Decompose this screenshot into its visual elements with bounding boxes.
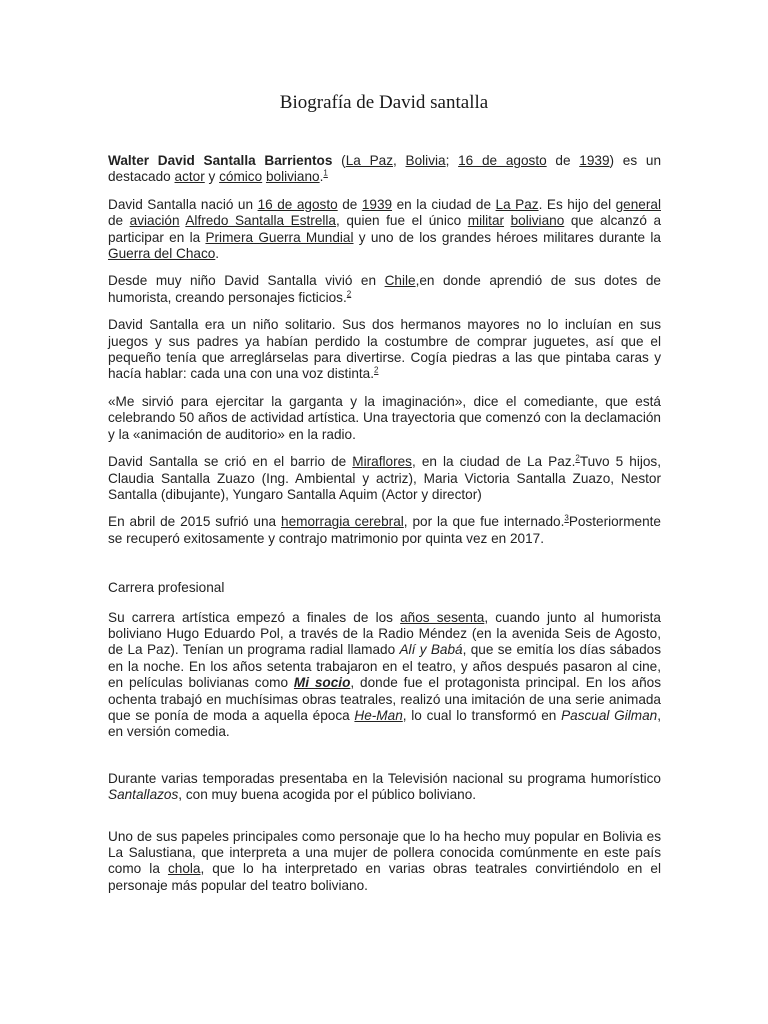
text: . Es hijo del bbox=[538, 196, 616, 212]
text: que alcanzó a participar en la bbox=[108, 213, 662, 245]
reference-2[interactable]: 2 bbox=[575, 453, 580, 463]
text: y bbox=[204, 169, 220, 185]
page-title: Biografía de David santalla bbox=[279, 92, 489, 113]
paragraph-television bbox=[108, 771, 661, 804]
link-primera-guerra-mundial[interactable]: Primera Guerra Mundial bbox=[205, 229, 354, 245]
paragraph-salustiana bbox=[108, 829, 661, 895]
link-1939[interactable]: 1939 bbox=[579, 153, 610, 168]
text: ,en donde aprendió de sus dotes de humorista, creando personajes ficticios. bbox=[108, 273, 661, 305]
link-16-de-agosto[interactable]: 16 de agosto bbox=[257, 196, 338, 212]
link-boliviano[interactable]: boliviano bbox=[265, 169, 320, 185]
link-he-man[interactable] bbox=[354, 708, 402, 723]
link-la-paz[interactable]: La Paz bbox=[345, 153, 393, 168]
reference-2[interactable]: 2 bbox=[346, 289, 352, 299]
link-chola[interactable]: chola bbox=[167, 861, 201, 877]
text: Durante varias temporadas presentaba en la Televisión nacional su programa humorístico bbox=[108, 770, 661, 786]
link-hemorragia-cerebral[interactable]: hemorragia cerebral bbox=[281, 514, 404, 530]
link-chile[interactable]: Chile bbox=[384, 273, 416, 289]
text: , donde fue el protagonista principal. En los años ochenta trabajó en muchísimas obras teatrales, realizó una imitación de una serie animada que se ponía de moda a aquella época bbox=[108, 675, 661, 723]
text: , quien fue el único bbox=[336, 213, 468, 229]
reference-1[interactable]: 1 bbox=[323, 168, 328, 178]
reference-3[interactable]: 3 bbox=[564, 513, 569, 523]
italic-pascual-gilman: Pascual Gilman bbox=[561, 707, 658, 723]
link-bolivia[interactable]: Bolivia bbox=[405, 153, 446, 168]
text: «Me sirvió para ejercitar la garganta y la imaginación», dice el comediante, que está celebrando 50 años de actividad artística. Una trayectoria que comenzó con la declamación y la «animación de auditorio» en la radio. bbox=[108, 393, 661, 442]
text: de bbox=[546, 153, 580, 168]
text: , por la que fue internado. bbox=[403, 514, 565, 530]
text: Uno de sus papeles principales como personaje que lo ha hecho muy popular en Bolivia es La Salustiana, que interpreta a una mujer de pollera conocida comúnmente en este país como la bbox=[108, 828, 661, 877]
text: , que lo ha interpretado en varias obras teatrales convirtiéndolo en el personaje más popular del teatro boliviano. bbox=[108, 861, 662, 893]
text: David Santalla se crió en el barrio de bbox=[108, 454, 353, 470]
link-alfredo-santalla-estrella[interactable]: Alfredo Santalla Estrella bbox=[185, 213, 336, 229]
paragraph-quote bbox=[108, 394, 661, 443]
text: . bbox=[319, 169, 324, 185]
text: Tuvo 5 hijos, Claudia Santalla Zuazo (Ing. Ambiental y actriz), Maria Victoria Santalla Zuazo, Nestor Santalla (dibujante), Yungaro Santalla Aquim (Actor y director) bbox=[108, 454, 661, 502]
text: ) es un destacado bbox=[108, 153, 662, 185]
text: . bbox=[215, 246, 220, 262]
paragraph-solitary bbox=[108, 317, 661, 383]
text: , que se emitía los días sábados en la noche. En los años setenta trabajaron en el teatro, y años después pasaron al cine, en películas bolivianas como bbox=[108, 642, 661, 691]
paragraph-health bbox=[108, 514, 661, 547]
paragraph-childhood bbox=[108, 273, 661, 306]
section-heading-carrera: Carrera profesional bbox=[108, 580, 225, 596]
link-16-de-agosto[interactable]: 16 de agosto bbox=[458, 153, 547, 168]
text: David Santalla era un niño solitario. Sus dos hermanos mayores no lo incluían en sus juegos y sus padres ya habían perdido la costumbre de comprar juguetes, así que el pequeño tenía que arreglárselas para divertirse. Cogía piedras a las que pintaba caras y hacía hablar: cada una con una voz distinta. bbox=[108, 317, 661, 382]
italic-ali-y-baba: Alí y Babá bbox=[399, 642, 463, 658]
document-body bbox=[108, 153, 661, 905]
link-boliviano[interactable]: boliviano bbox=[510, 213, 565, 229]
text: En abril de 2015 sufrió una bbox=[108, 514, 282, 530]
text: de bbox=[108, 213, 130, 229]
text: , bbox=[393, 153, 406, 168]
link-general[interactable]: general bbox=[615, 196, 661, 212]
italic-he-man: He-Man bbox=[354, 707, 403, 723]
text: , en la ciudad de La Paz. bbox=[411, 454, 576, 470]
text: , en versión comedia. bbox=[108, 707, 662, 740]
link-anos-sesenta[interactable]: años sesenta bbox=[400, 609, 485, 625]
link-mi-socio[interactable] bbox=[294, 675, 350, 690]
link-comico[interactable]: cómico bbox=[219, 169, 263, 185]
text: Posteriormente se recuperó exitosamente y contrajo matrimonio por quinta vez en 2017. bbox=[108, 514, 661, 546]
bold-italic-mi-socio: Mi socio bbox=[293, 675, 351, 691]
link-miraflores[interactable]: Miraflores bbox=[352, 454, 412, 470]
text: , cuando junto al humorista boliviano Hugo Eduardo Pol, a través de la Radio Méndez (en la avenida Seis de Agosto, de La Paz). Tenían un programa radial llamado bbox=[108, 609, 661, 658]
text: ( bbox=[332, 153, 346, 168]
link-guerra-del-chaco[interactable]: Guerra del Chaco bbox=[108, 246, 216, 262]
subject-name: Walter David Santalla Barrientos bbox=[108, 153, 333, 168]
link-actor[interactable]: actor bbox=[174, 169, 205, 185]
text: de bbox=[337, 196, 362, 212]
text: ; bbox=[445, 153, 459, 168]
link-la-paz[interactable]: La Paz bbox=[495, 196, 539, 212]
text: y uno de los grandes héroes militares durante la bbox=[353, 229, 661, 245]
text: David Santalla nació un bbox=[108, 196, 258, 212]
paragraph-birth bbox=[108, 197, 661, 263]
text: en la ciudad de bbox=[392, 196, 496, 212]
paragraph-career bbox=[108, 610, 661, 741]
paragraph-intro bbox=[108, 153, 661, 186]
italic-santallazos: Santallazos bbox=[108, 787, 179, 803]
link-1939[interactable]: 1939 bbox=[361, 196, 393, 212]
text: , lo cual lo transformó en bbox=[402, 707, 562, 723]
reference-2[interactable]: 2 bbox=[374, 365, 379, 375]
paragraph-family bbox=[108, 454, 661, 503]
link-militar[interactable]: militar bbox=[467, 213, 505, 229]
text: Su carrera artística empezó a finales de los bbox=[108, 609, 401, 625]
link-aviacion[interactable]: aviación bbox=[129, 213, 180, 229]
text: , con muy buena acogida por el público boliviano. bbox=[178, 787, 477, 803]
text: Desde muy niño David Santalla vivió en bbox=[108, 273, 385, 289]
